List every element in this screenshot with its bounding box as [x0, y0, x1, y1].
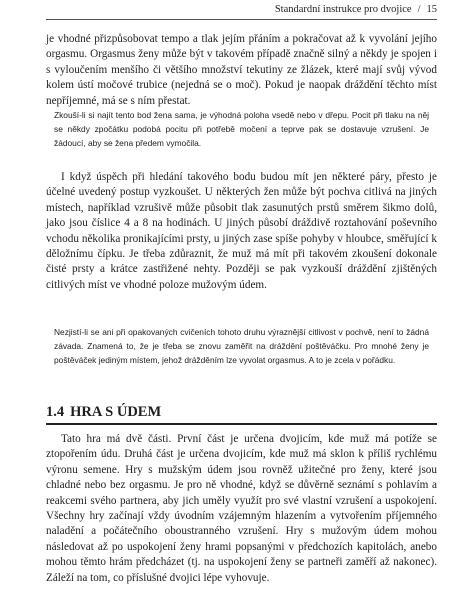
- paragraph-block-2: [46, 170, 437, 293]
- paragraph-block-3: [46, 432, 437, 586]
- note-text: Zkouší-li si najít tento bod žena sama, je výhodná poloha vsedě nebo v dřepu. Pocit při tlaku na něj se někdy zpočátku podobá pocitu při potřebě močení a teprve pak se dostavuje vzrušení. Je žádoucí, aby se žena předem vymočila.: [54, 110, 429, 149]
- section-title: HRA S ÚDEM: [70, 404, 162, 420]
- section-heading: [46, 403, 437, 425]
- page-number: 15: [426, 4, 437, 15]
- section-number: 1.4: [46, 404, 65, 420]
- note-text: Nezjistí-li se ani při opakovaných cvičeních tohoto druhu výraznější citlivost v pochvě, není to žádná závada. Znamená to, že je třeba se znovu zaměřit na dráždění poštěváčku. Pro mnohé ženy je poštěváček jediným místem, jehož drážděním lze vyvolat orgasmus. A to je zcela v pořádku.: [54, 327, 429, 366]
- note-box-2: [46, 325, 437, 368]
- paragraph: je vhodné přizpůsobovat tempo a tlak jejím přáním a pokračovat až k vyvolání jejího orgasmu. Orgasmus ženy může být v takovém případě značně silný a někdy je spojen i s vyloučením menšího či většího množství tekutiny ze žlázek, které mají svůj vývod kolem ústí močové trubice (nejedná se o moč). Pokud je naopak dráždění těchto míst nepříjemné, má se s ním přestat.: [46, 33, 437, 107]
- note-box-1: [46, 108, 437, 151]
- header-title: Standardní instrukce pro dvojice: [274, 4, 412, 15]
- paragraph-block-1: [46, 32, 437, 109]
- running-header: [46, 2, 437, 20]
- paragraph: Tato hra má dvě části. První část je určena dvojicím, kde muž má potíže se ztopořením údu. Druhá část je určena dvojicím, kde muž má sklon k příliš rychlému výronu semene. Hry s mužským údem jsou rovněž užitečné pro ženy, které jsou chladné nebo bez orgasmu. Je pro ně vhodné, když se důvěrně seznámí s pohlavím a reakcemi svého partnera, aby jich uměly využít pro své vlastní vzrušení a uspokojení. Všechny hry začínají vždy úvodním vzájemným hlazením a vytvořením příjemného naladění a počátečního oboustranného vzrušení. Hry s mužovým údem mohou následovat až po uspokojení ženy hrami popsanými v předchozích kapitolách, anebo mohou těmto hrám předcházet (tj. na uspokojení ženy se partneři zaměří až nakonec). Záleží na tom, co příslušné dvojici lépe vyhovuje.: [46, 433, 437, 584]
- header-separator: /: [417, 4, 421, 15]
- paragraph: I když úspěch při hledání takového bodu budou mít jen některé páry, přesto je účelné uvedený postup vyzkoušet. U některých žen může být pochva citlivá na jiných místech, například vzrušivě může působit tlak zasunutých prstů směrem šikmo dolů, jako jsou číslice 4 a 8 na hodinách. U jiných působí dráždivě roztahování poševního vchodu několika pronikajícími prsty, u jiných zase spíše pohyby v hloubce, směřující k děložnímu čípku. Je třeba zdůraznit, že muž má mít při takovém zkoušení dokonale čisté prsty a krátce zastřižené nehty. Později se pak vyzkouší dráždění zjištěných citlivých míst ve vhodné poloze mužovým údem.: [46, 171, 437, 291]
